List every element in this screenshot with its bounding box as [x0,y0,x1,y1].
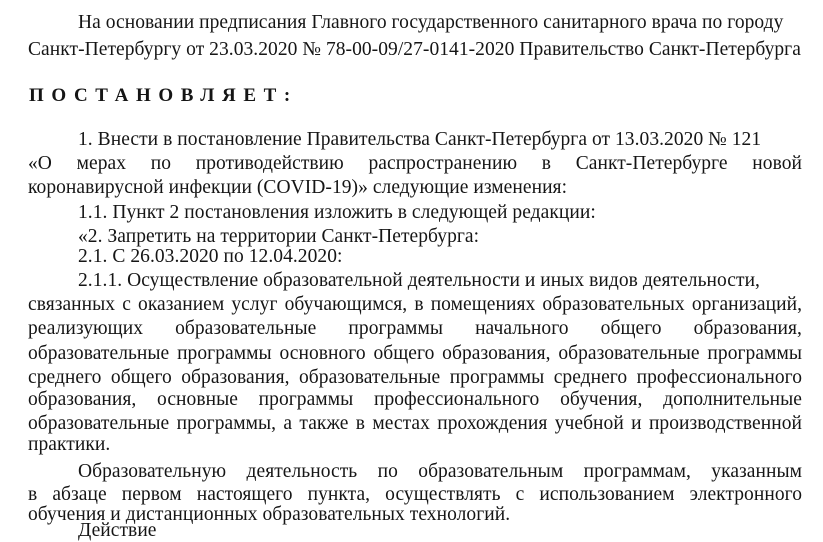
paragraph-line: в абзаце первом настоящего пункта, осуществлять с использованием электронного [28,484,802,505]
intro-line-1: На основании предписания Главного государственного санитарного врача по городу [78,12,784,33]
paragraph-line: «2. Запретить на территории Санкт-Петербурга: [78,226,480,247]
paragraph-line-cut: Действие [78,520,157,541]
paragraph-line: обучения и дистанционных образовательных технологий. [28,504,511,525]
paragraph-line: образования, основные программы профессионального обучения, дополнительные [28,389,802,410]
resolution-heading: ПОСТАНОВЛЯЕТ: [29,85,298,106]
paragraph-line: 2.1.1. Осуществление образовательной деятельности и иных видов деятельности, [78,270,760,291]
paragraph-line: связанных с оказанием услуг обучающимся, в помещениях образовательных организаций, [28,294,802,315]
paragraph-line: практики. [28,434,111,455]
paragraph-line: 2.1. С 26.03.2020 по 12.04.2020: [78,246,343,267]
intro-line-2: Санкт-Петербургу от 23.03.2020 № 78-00-09/27-0141-2020 Правительство Санкт-Петербурга [28,39,801,60]
paragraph-line: Образовательную деятельность по образовательным программам, указанным [78,461,802,482]
paragraph-line: реализующих образовательные программы начального общего образования, [28,318,802,339]
paragraph-line: 1.1. Пункт 2 постановления изложить в следующей редакции: [78,202,596,223]
paragraph-line: образовательные программы основного общего образования, образовательные программы [28,343,802,364]
paragraph-line: «О мерах по противодействию распространению в Санкт-Петербурге новой [28,153,802,174]
paragraph-line: среднего общего образования, образовательные программы среднего профессионального [28,367,802,388]
paragraph-line: 1. Внести в постановление Правительства Санкт-Петербурга от 13.03.2020 № 121 [78,129,762,150]
paragraph-line: образовательные программы, а также в местах прохождения учебной и производственной [28,413,802,434]
paragraph-line: коронавирусной инфекции (COVID-19)» следующие изменения: [28,177,568,198]
